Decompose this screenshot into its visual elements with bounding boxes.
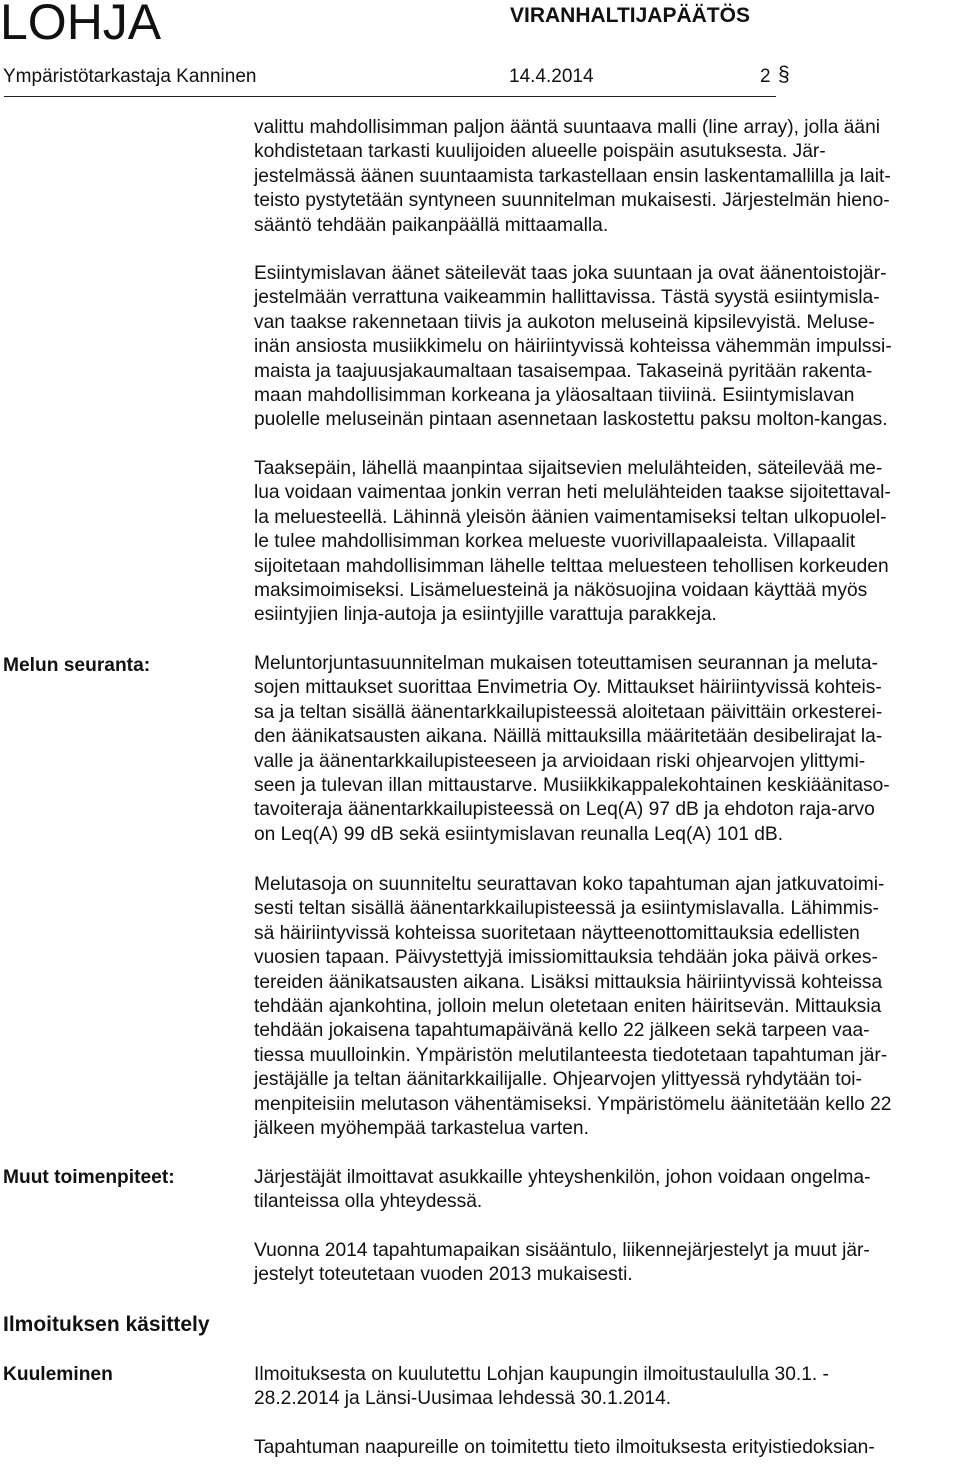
heading-kuuleminen: Kuuleminen xyxy=(3,1364,113,1385)
body-paragraph-6: Järjestäjät ilmoittavat asukkaille yhteyshenkilön, johon voidaan ongelma- tilanteissa olla yhteydessä. xyxy=(254,1167,871,1213)
heading-muut-toimenpiteet: Muut toimenpiteet: xyxy=(3,1167,175,1188)
body-paragraph-4: Meluntorjuntasuunnitelman mukaisen toteuttamisen seurannan ja meluta- sojen mittaukset suorittaa Envimetria Oy. Mittaukset häiriintyvissä kohteis- sa ja teltan sisällä äänentarkkailupisteessä aloitetaan päivittäin orkesterei- den äänikatsausten aikana. Näillä mittauksilla määritetään desibelirajat la- valle ja äänentarkkailupisteeseen ja arvioidaan riski ohjearvojen ylittymi- seen ja tulevan illan mittaustarve. Musiikkikappalekohtainen keskiäänitaso- tavoiteraja äänentarkkailupisteessä on Leq(A) 97 dB ja ehdoton raja-arvo on Leq(A) 99 dB sekä esiintymislavan reunalla Leq(A) 101 dB. xyxy=(254,653,890,845)
body-paragraph-7: Vuonna 2014 tapahtumapaikan sisääntulo, liikennejärjestelyt ja muut jär- jestelyt toteutetaan vuoden 2013 mukaisesti. xyxy=(254,1240,870,1286)
body-paragraph-3: Taaksepäin, lähellä maanpintaa sijaitsevien melulähteiden, säteilevää me- lua voidaan vaimentaa jonkin verran heti melulähteiden taakse sijoitettaval- la meluesteellä. Lähinnä yleisön äänien vaimentamiseksi teltan ulkopuolel- le tulee mahdollisimman korkea melueste vuorivillapaaleista. Villapaalit sijoitetaan mahdollisimman lähelle telttaa meluesteen tehollisen korkeuden maksimoimiseksi. Lisämeluesteinä ja näkösuojina voidaan käyttää myös esiintyjien linja-autoja ja esiintyjille varattuja parakkeja. xyxy=(254,458,891,626)
body-paragraph-8: Ilmoituksesta on kuulutettu Lohjan kaupungin ilmoitustaululla 30.1. - 28.2.2014 ja Länsi-Uusimaa lehdessä 30.1.2014. xyxy=(254,1364,829,1410)
author-line: Ympäristötarkastaja Kanninen xyxy=(3,66,257,87)
body-paragraph-9: Tapahtuman naapureille on toimitettu tieto ilmoituksesta erityistiedoksian- xyxy=(254,1437,875,1458)
document-date: 14.4.2014 xyxy=(509,66,594,87)
paragraph-symbol: § xyxy=(778,63,790,86)
body-paragraph-1: valittu mahdollisimman paljon ääntä suuntaava malli (line array), jolla ääni kohdistetaan tarkasti kuulijoiden alueelle poispäin asutuksesta. Jär- jestelmässä äänen suuntaamista tarkastellaan ensin laskentamallilla ja lait- teisto pystytetään syntyneen suunnitelman mukaisesti. Järjestelmän hieno- sääntö tehdään paikanpäällä mittaamalla. xyxy=(254,117,891,236)
page-number: 2 xyxy=(760,66,771,87)
heading-melun-seuranta: Melun seuranta: xyxy=(3,655,151,676)
header-divider xyxy=(4,96,776,97)
body-paragraph-2: Esiintymislavan äänet säteilevät taas joka suuntaan ja ovat äänentoistojär- jestelmään verrattuna vaikeammin hallittavissa. Tästä syystä esiintymisla- van taakse rakennetaan tiivis ja aukoton meluseinä kipsilevyistä. Meluse- inän ansiosta musiikkimelu on häiriintyvissä kohteissa vähemmän impulssi- maista ja taajuusjakaumaltaan tasaisempaa. Takaseinä pyritään rakenta- maan mahdollisimman korkeana ja yläosaltaan tiiviinä. Esiintymislavan puolelle meluseinän pintaan asennetaan laskostettu paksu molton-kangas. xyxy=(254,263,892,431)
document-type: VIRANHALTIJAPÄÄTÖS xyxy=(510,4,750,27)
city-logo: LOHJA xyxy=(0,0,162,50)
heading-ilmoituksen-kasittely: Ilmoituksen käsittely xyxy=(3,1313,210,1336)
body-paragraph-5: Melutasoja on suunniteltu seurattavan koko tapahtuman ajan jatkuvatoimi- sesti teltan sisällä äänentarkkailupisteessä ja esiintymislavalla. Lähimmis- sä häiriintyvissä kohteissa suoritetaan näytteenottomittauksia edellisten vuosien tapaan. Päivystettyjä imissiomittauksia tehdään joka päivä orkes- tereiden äänikatsausten aikana. Lisäksi mittauksia häiriintyvissä kohteissa tehdään ajankohtina, jolloin melun oletetaan eniten häiritsevän. Mittauksia tehdään jokaisena tapahtumapäivänä kello 22 jälkeen sekä tarpeen vaa- tiessa muulloinkin. Ympäristön melutilanteesta tiedotetaan tapahtuman jär- jestäjälle ja teltan äänitarkkailijalle. Ohjearvojen ylittyessä ryhdytään toi- menpiteisiin melutason vähentämiseksi. Ympäristömelu äänitetään kello 22 jälkeen myöhempää tarkastelua varten. xyxy=(254,874,892,1140)
